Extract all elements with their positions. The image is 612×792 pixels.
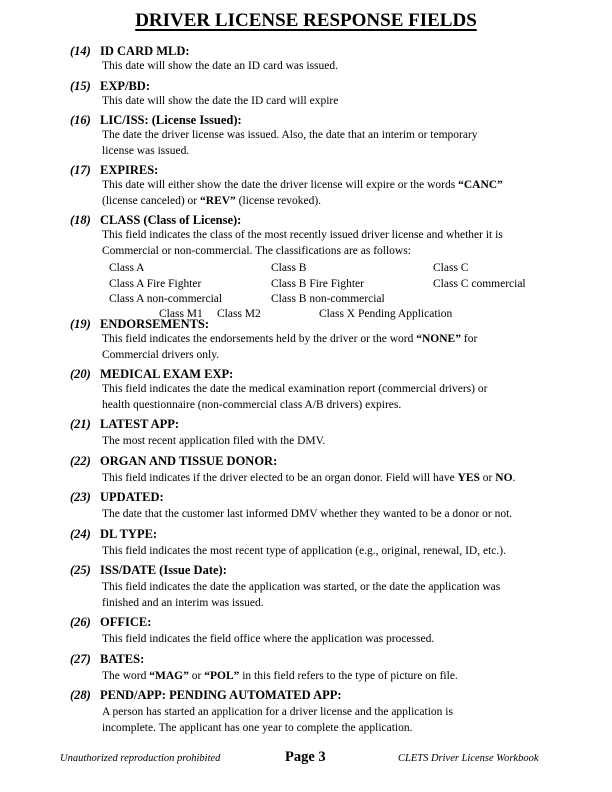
field-name: OFFICE: (100, 615, 152, 629)
field-entry (0, 614, 612, 648)
field-number: (25) (70, 563, 91, 577)
class-item: Class M2 (217, 307, 261, 320)
field-description: This date will either show the date the driver license will expire or the words “CANC” (license canceled) or “REV” (license revoked). (102, 179, 503, 207)
field-entry (0, 453, 612, 487)
field-number: (20) (70, 367, 91, 381)
page-title: DRIVER LICENSE RESPONSE FIELDS (135, 10, 477, 31)
field-entry (0, 78, 612, 110)
field-number: (17) (70, 163, 91, 177)
class-list (0, 261, 612, 320)
field-description: The word “MAG” or “POL” in this field refers to the type of picture on file. (102, 669, 458, 682)
field-description: This field indicates the date the application was started, or the date the application was finished and an interim was issued. (102, 581, 501, 609)
field-description: This field indicates the field office where the application was processed. (102, 633, 435, 645)
class-item: Class C (433, 262, 469, 274)
field-entry (0, 651, 612, 685)
field-number: (19) (70, 317, 91, 331)
field-name: ENDORSEMENTS: (100, 317, 210, 331)
field-description: A person has started an application for a driver license and the application is incomplete. The applicant has one year to complete the application. (102, 706, 453, 734)
field-name: ORGAN AND TISSUE DONOR: (100, 453, 278, 468)
class-item: Class A Fire Fighter (109, 277, 202, 290)
field-entry (0, 562, 612, 611)
field-description: The date that the customer last informed DMV whether they wanted to be a donor or not. (102, 508, 513, 520)
class-item: Class B non-commercial (271, 293, 385, 305)
field-description: This field indicates the date the medical examination report (commercial drivers) or health questionnaire (non-commercial class A/B drivers) expires. (102, 383, 488, 411)
field-description: This field indicates the most recent type of application (e.g., original, renewal, ID, etc.). (102, 544, 506, 557)
field-number: (23) (70, 490, 91, 504)
class-item: Class X Pending Application (319, 307, 453, 320)
footer-workbook-title: CLETS Driver License Workbook (398, 753, 539, 764)
field-description: The most recent application filed with the DMV. (102, 435, 326, 447)
field-name: MEDICAL EXAM EXP: (100, 367, 234, 381)
field-name: ID CARD MLD: (100, 44, 190, 58)
page-number: Page 3 (285, 749, 326, 765)
field-number: (14) (70, 44, 91, 58)
field-description: The date the driver license was issued. Also, the date that an interim or temporary license was issued. (102, 129, 478, 157)
field-name: DL TYPE: (100, 526, 158, 541)
field-entry (0, 162, 612, 209)
field-description: This date will show the date the ID card will expire (102, 94, 339, 107)
field-number: (21) (70, 417, 91, 431)
field-name: LIC/ISS: (License Issued): (100, 113, 242, 127)
field-entry (0, 212, 612, 320)
field-description: This date will show the date an ID card was issued. (102, 60, 339, 72)
field-number: (24) (70, 526, 91, 541)
field-number: (22) (70, 453, 91, 468)
class-item: Class A non-commercial (109, 293, 223, 305)
field-number: (27) (70, 651, 91, 666)
field-number: (15) (70, 78, 91, 93)
field-name: CLASS (Class of License): (100, 213, 242, 227)
class-item: Class M1 (159, 307, 203, 320)
field-entry (0, 416, 612, 450)
field-description: This field indicates the class of the most recently issued driver license and whether it is Commercial or non-commercial. The classifications are as follows: (102, 229, 503, 257)
field-entry (0, 489, 612, 523)
class-item: Class B Fire Fighter (271, 277, 364, 290)
class-item: Class C commercial (433, 277, 526, 290)
field-entry (0, 43, 612, 75)
field-entry (0, 112, 612, 159)
field-number: (16) (70, 113, 91, 127)
field-name: EXP/BD: (100, 78, 150, 93)
field-name: BATES: (100, 651, 145, 666)
field-entry (0, 687, 612, 736)
field-entry (0, 316, 612, 363)
field-entry (0, 526, 612, 560)
field-name: UPDATED: (100, 490, 164, 504)
footer-disclaimer: Unauthorized reproduction prohibited (60, 753, 221, 764)
field-description: This field indicates if the driver elected to be an organ donor. Field will have YES or NO. (102, 471, 516, 484)
class-item: Class A (109, 262, 145, 274)
field-name: PEND/APP: PENDING AUTOMATED APP: (100, 688, 342, 702)
field-name: ISS/DATE (Issue Date): (100, 563, 227, 577)
class-item: Class B (271, 262, 307, 274)
field-number: (28) (70, 688, 91, 702)
field-description: This field indicates the endorsements held by the driver or the word “NONE” for Commercial drivers only. (102, 333, 478, 361)
field-number: (26) (70, 615, 91, 629)
field-entry (0, 366, 612, 413)
page-footer (0, 749, 612, 769)
field-name: LATEST APP: (100, 417, 180, 431)
field-number: (18) (70, 213, 91, 227)
field-name: EXPIRES: (100, 163, 159, 177)
field-list (0, 43, 612, 739)
